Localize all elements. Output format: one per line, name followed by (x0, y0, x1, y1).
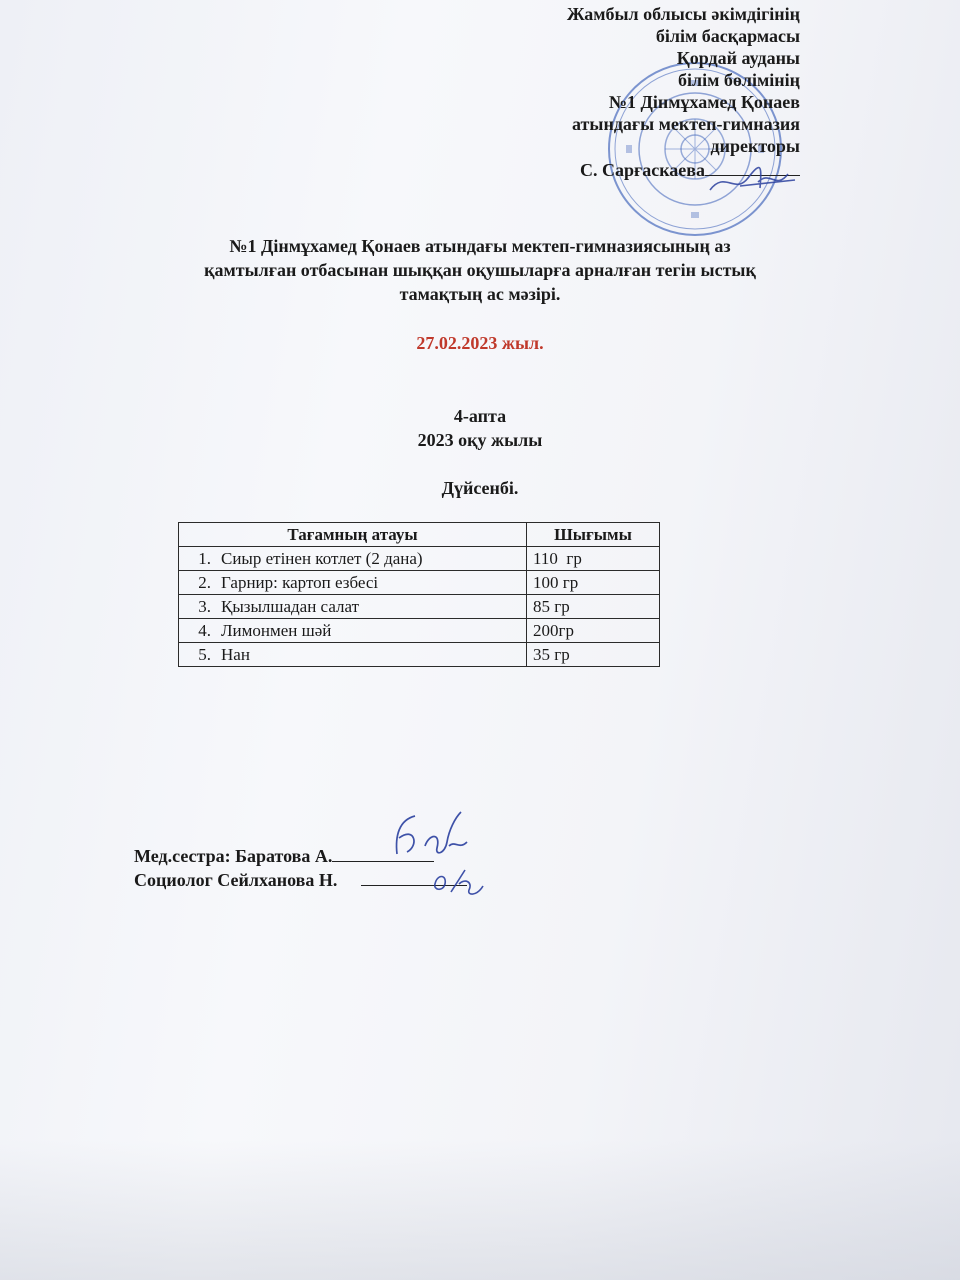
yield-cell: 35 гр (527, 643, 660, 667)
table-row (179, 643, 660, 667)
dish-name: Гарнир: картоп езбесі (221, 573, 379, 592)
director-signature (700, 160, 810, 200)
approval-line: Жамбыл облысы әкімдігінің (566, 4, 800, 24)
approval-line: №1 Дінмұхамед Қонаев (608, 92, 800, 112)
approval-line: директоры (710, 136, 800, 156)
yield-cell: 200гр (527, 619, 660, 643)
row-number: 4. (198, 621, 211, 640)
dish-cell (179, 643, 527, 667)
header-yield: Шығымы (527, 523, 660, 547)
yield-cell: 100 гр (527, 571, 660, 595)
dish-cell (179, 619, 527, 643)
dish-name: Қызылшадан салат (221, 597, 360, 616)
document-title (150, 234, 810, 306)
document-date: 27.02.2023 жыл. (416, 333, 544, 353)
row-number: 3. (198, 597, 211, 616)
week-info (150, 404, 810, 452)
title-line: №1 Дінмұхамед Қонаев атындағы мектеп-гимназиясының аз (229, 236, 731, 256)
yield-cell: 85 гр (527, 595, 660, 619)
approval-line: Қордай ауданы (676, 48, 800, 68)
dish-name: Лимонмен шәй (221, 621, 332, 640)
dish-cell (179, 547, 527, 571)
nurse-label: Мед.сестра: Баратова А. (134, 846, 333, 866)
table-row (179, 619, 660, 643)
weekday: Дүйсенбі. (441, 478, 519, 498)
dish-cell (179, 571, 527, 595)
dish-name: Сиыр етінен котлет (2 дана) (221, 549, 423, 568)
sociologist-signature-row (134, 867, 467, 891)
sociologist-label: Социолог Сейлханова Н. (134, 870, 338, 890)
school-year: 2023 оқу жылы (417, 430, 543, 450)
approval-line: атындағы мектеп-гимназия (572, 114, 800, 134)
table-row (179, 595, 660, 619)
page-shadow (0, 1140, 960, 1280)
table-row (179, 571, 660, 595)
yield-cell: 110 гр (527, 547, 660, 571)
approval-line: білім бөлімінің (678, 70, 800, 90)
sociologist-signature (425, 862, 495, 902)
director-name: С. Сарғаскаева (580, 160, 705, 180)
row-number: 1. (198, 549, 211, 568)
nurse-signature (385, 806, 475, 866)
menu-table (178, 522, 660, 667)
approval-block (567, 0, 800, 181)
row-number: 5. (198, 645, 211, 664)
header-dish-name: Тағамның атауы (179, 523, 527, 547)
row-number: 2. (198, 573, 211, 592)
week-number: 4-апта (453, 406, 507, 426)
dish-name: Нан (221, 645, 250, 664)
table-row (179, 547, 660, 571)
approval-line: білім басқармасы (655, 26, 800, 46)
title-line: тамақтың ас мәзірі. (399, 284, 561, 304)
dish-cell (179, 595, 527, 619)
title-line: қамтылған отбасынан шыққан оқушыларға арналған тегін ыстық (204, 260, 756, 280)
table-header-row (179, 523, 660, 547)
